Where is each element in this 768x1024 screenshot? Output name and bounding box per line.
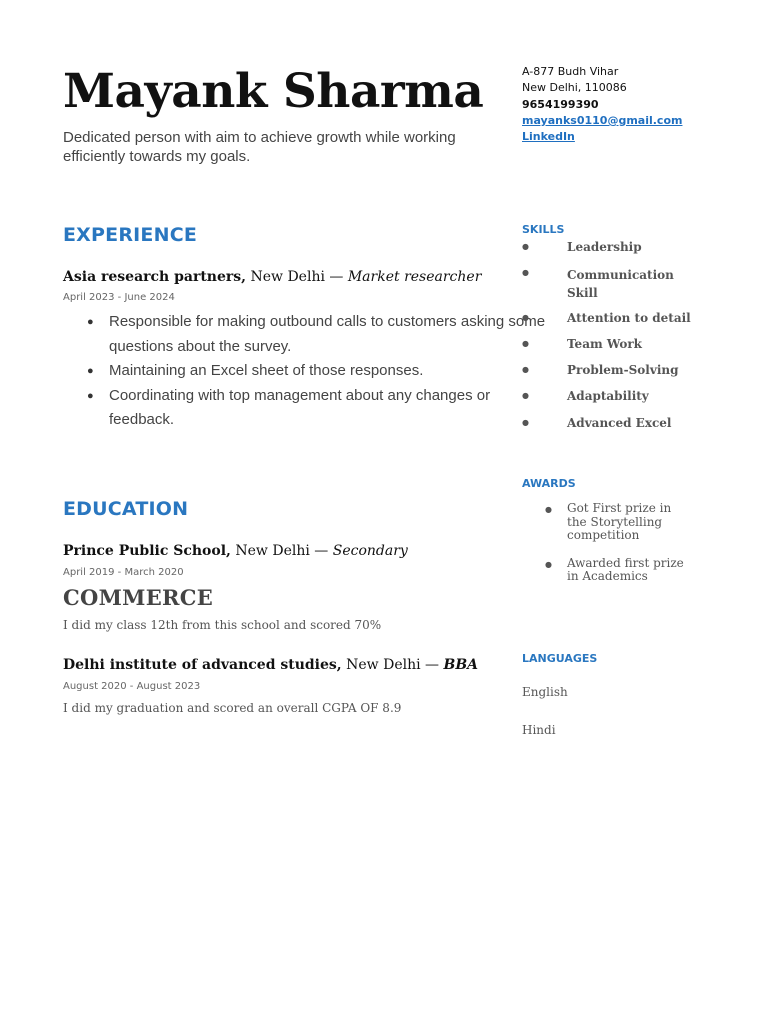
- education-header-2: [63, 657, 478, 673]
- job-location: New Delhi —: [246, 269, 348, 285]
- school-location: New Delhi —: [230, 543, 333, 559]
- college-org: Delhi institute of advanced studies,: [63, 657, 342, 673]
- list-item: ● Maintaining an Excel sheet of those responses.: [109, 359, 549, 384]
- award-item: ● Got First prize in the Storytelling competition: [545, 502, 685, 543]
- skill-label: Communication Skill: [567, 268, 674, 300]
- college-desc: I did my graduation and scored an overall CGPA OF 8.9: [63, 701, 402, 715]
- school-desc: I did my class 12th from this school and scored 70%: [63, 618, 382, 632]
- education-header-1: [63, 543, 408, 559]
- skill-label: Problem-Solving: [567, 363, 679, 377]
- language-item: English: [522, 685, 568, 699]
- contact-block: [522, 64, 682, 145]
- experience-heading: EXPERIENCE: [63, 224, 198, 246]
- skill-label: Leadership: [567, 240, 642, 254]
- skill-item: [522, 311, 702, 337]
- skills-list: [522, 240, 702, 442]
- job-header: [63, 269, 481, 285]
- college-dates: August 2020 - August 2023: [63, 681, 201, 692]
- resume-summary: Dedicated person with aim to achieve growth while working efficiently towards my goals.: [63, 129, 456, 165]
- address-line-2: New Delhi, 110086: [522, 81, 627, 95]
- skill-item: [522, 240, 702, 266]
- languages-heading: LANGUAGES: [522, 652, 598, 665]
- school-stream: COMMERCE: [63, 585, 214, 610]
- phone-number: 9654199390: [522, 97, 599, 111]
- college-degree: BBA: [443, 657, 479, 673]
- school-level: Secondary: [332, 543, 408, 559]
- job-role: Market researcher: [347, 269, 482, 285]
- resume-name: Mayank Sharma: [63, 64, 484, 119]
- skill-item: [522, 337, 702, 363]
- linkedin-link[interactable]: LinkedIn: [522, 130, 575, 144]
- skill-label: Advanced Excel: [567, 416, 672, 430]
- list-item: ● Coordinating with top management about any changes or feedback.: [109, 384, 549, 433]
- list-item: ● Responsible for making outbound calls to customers asking some questions about the survey.: [109, 310, 549, 359]
- skill-item: [522, 266, 687, 311]
- awards-list: [545, 502, 685, 598]
- language-item: Hindi: [522, 723, 556, 737]
- awards-heading: AWARDS: [522, 477, 576, 490]
- job-org: Asia research partners,: [63, 269, 247, 285]
- skill-label: Team Work: [567, 337, 642, 351]
- skill-label: Attention to detail: [567, 311, 691, 325]
- skill-label: Adaptability: [567, 389, 649, 403]
- skill-item: [522, 389, 702, 416]
- email-link[interactable]: mayanks0110@gmail.com: [522, 113, 683, 127]
- school-org: Prince Public School,: [63, 543, 231, 559]
- education-heading: EDUCATION: [63, 498, 189, 520]
- skill-item: [522, 363, 702, 389]
- skills-heading: SKILLS: [522, 223, 565, 236]
- skill-item: [522, 416, 702, 442]
- job-bullets: [63, 310, 549, 433]
- award-item: ● Awarded first prize in Academics: [545, 557, 685, 584]
- job-dates: April 2023 - June 2024: [63, 292, 175, 303]
- college-location: New Delhi —: [341, 657, 444, 673]
- school-dates: April 2019 - March 2020: [63, 567, 184, 578]
- address-line-1: A-877 Budh Vihar: [522, 65, 619, 78]
